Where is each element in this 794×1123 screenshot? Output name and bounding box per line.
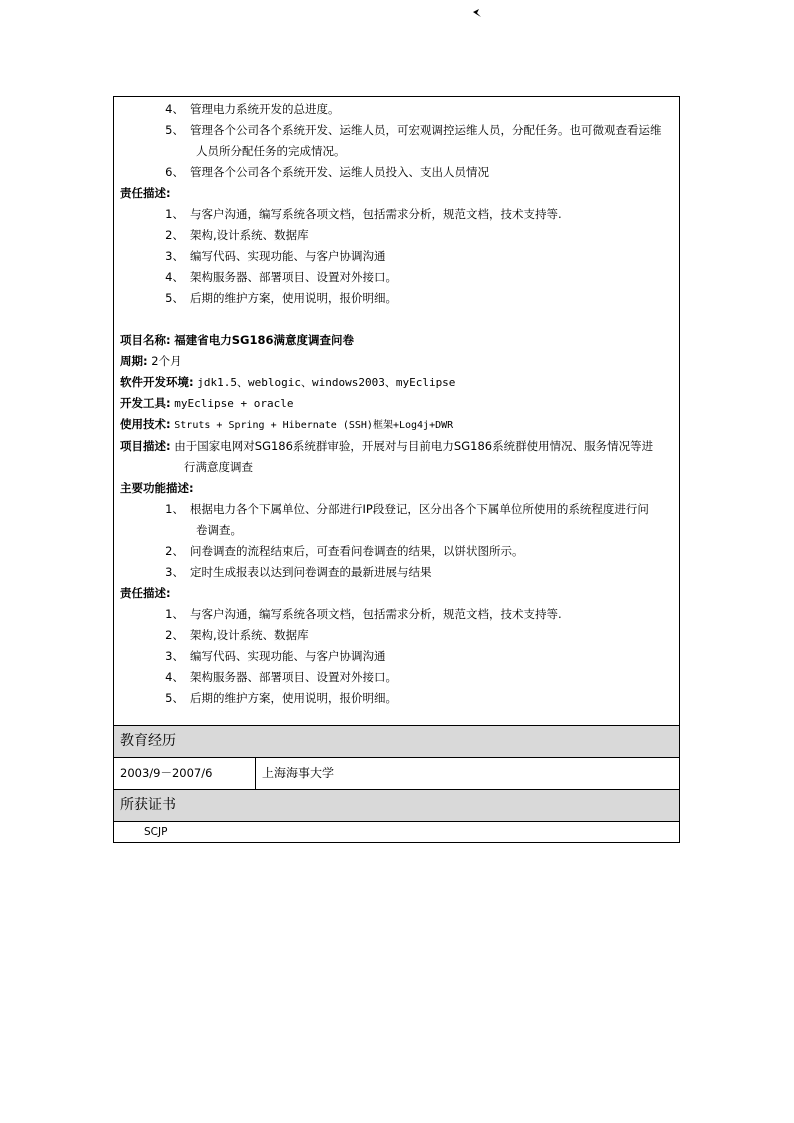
list-item: 1、 与客户沟通，编写系统各项文档，包括需求分析，规范文档，技术支持等. [165,607,562,621]
certificate-value: SCJP [114,821,679,842]
education-heading: 教育经历 [114,725,679,757]
list-item: 2、 问卷调查的流程结束后，可查看问卷调查的结果，以饼状图所示。 [165,544,524,558]
education-school: 上海海事大学 [262,766,335,780]
list-item: 4、 架构服务器、部署项目、设置对外接口。 [165,670,397,684]
list-item: 4、 管理电力系统开发的总进度。 [165,102,340,116]
list-item: 5、 后期的维护方案，使用说明，报价明细。 [165,691,397,705]
list-item: 2、 架构,设计系统、数据库 [165,228,309,242]
list-item: 3、 编写代码、实现功能、与客户协调沟通 [165,649,386,663]
list-item: 1、 与客户沟通，编写系统各项文档，包括需求分析，规范文档，技术支持等. [165,207,562,221]
duty-heading: 责任描述: [120,586,171,600]
education-period: 2003/9－2007/6 [114,758,256,789]
list-item: 3、 定时生成报表以达到问卷调查的最新进展与结果 [165,565,432,579]
duty-heading: 责任描述: [120,186,171,200]
list-item: 5、 管理各个公司各个系统开发、运维人员，可宏观调控运维人员，分配任务。也可微观查看运维 [165,123,662,137]
spacer [120,309,673,330]
list-item: 5、 后期的维护方案，使用说明，报价明细。 [165,291,397,305]
project-tech: 使用技术: Struts + Spring + Hibernate (SSH)框架+Log4j+DWR [120,417,454,431]
project-period: 周期: 2个月 [120,354,182,368]
list-item: 3、 编写代码、实现功能、与客户协调沟通 [165,249,386,263]
resume-table [113,96,680,843]
project-env: 软件开发环境: jdk1.5、weblogic、windows2003、myEclipse [120,375,456,389]
project-description: 项目描述: 由于国家电网对SG186系统群审验，开展对与目前电力SG186系统群使用情况、服务情况等进 [120,439,654,453]
project-description-continuation: 行满意度调查 [184,460,253,474]
project-section [114,97,679,725]
list-item-continuation: 卷调查。 [196,523,242,537]
list-item: 2、 架构,设计系统、数据库 [165,628,309,642]
list-item-continuation: 人员所分配任务的完成情况。 [196,144,346,158]
certificates-heading: 所获证书 [114,789,679,821]
project-tools: 开发工具: myEclipse + oracle [120,396,294,410]
project-name: 项目名称: 福建省电力SG186满意度调查问卷 [120,333,354,347]
arrow-mark-icon [472,8,482,18]
list-item: 1、 根据电力各个下属单位、分部进行IP段登记，区分出各个下属单位所使用的系统程度进行问 [165,502,649,516]
education-row [114,757,679,789]
function-heading: 主要功能描述: [120,481,194,495]
list-item: 4、 架构服务器、部署项目、设置对外接口。 [165,270,397,284]
list-item: 6、 管理各个公司各个系统开发、运维人员投入、支出人员情况 [165,165,489,179]
